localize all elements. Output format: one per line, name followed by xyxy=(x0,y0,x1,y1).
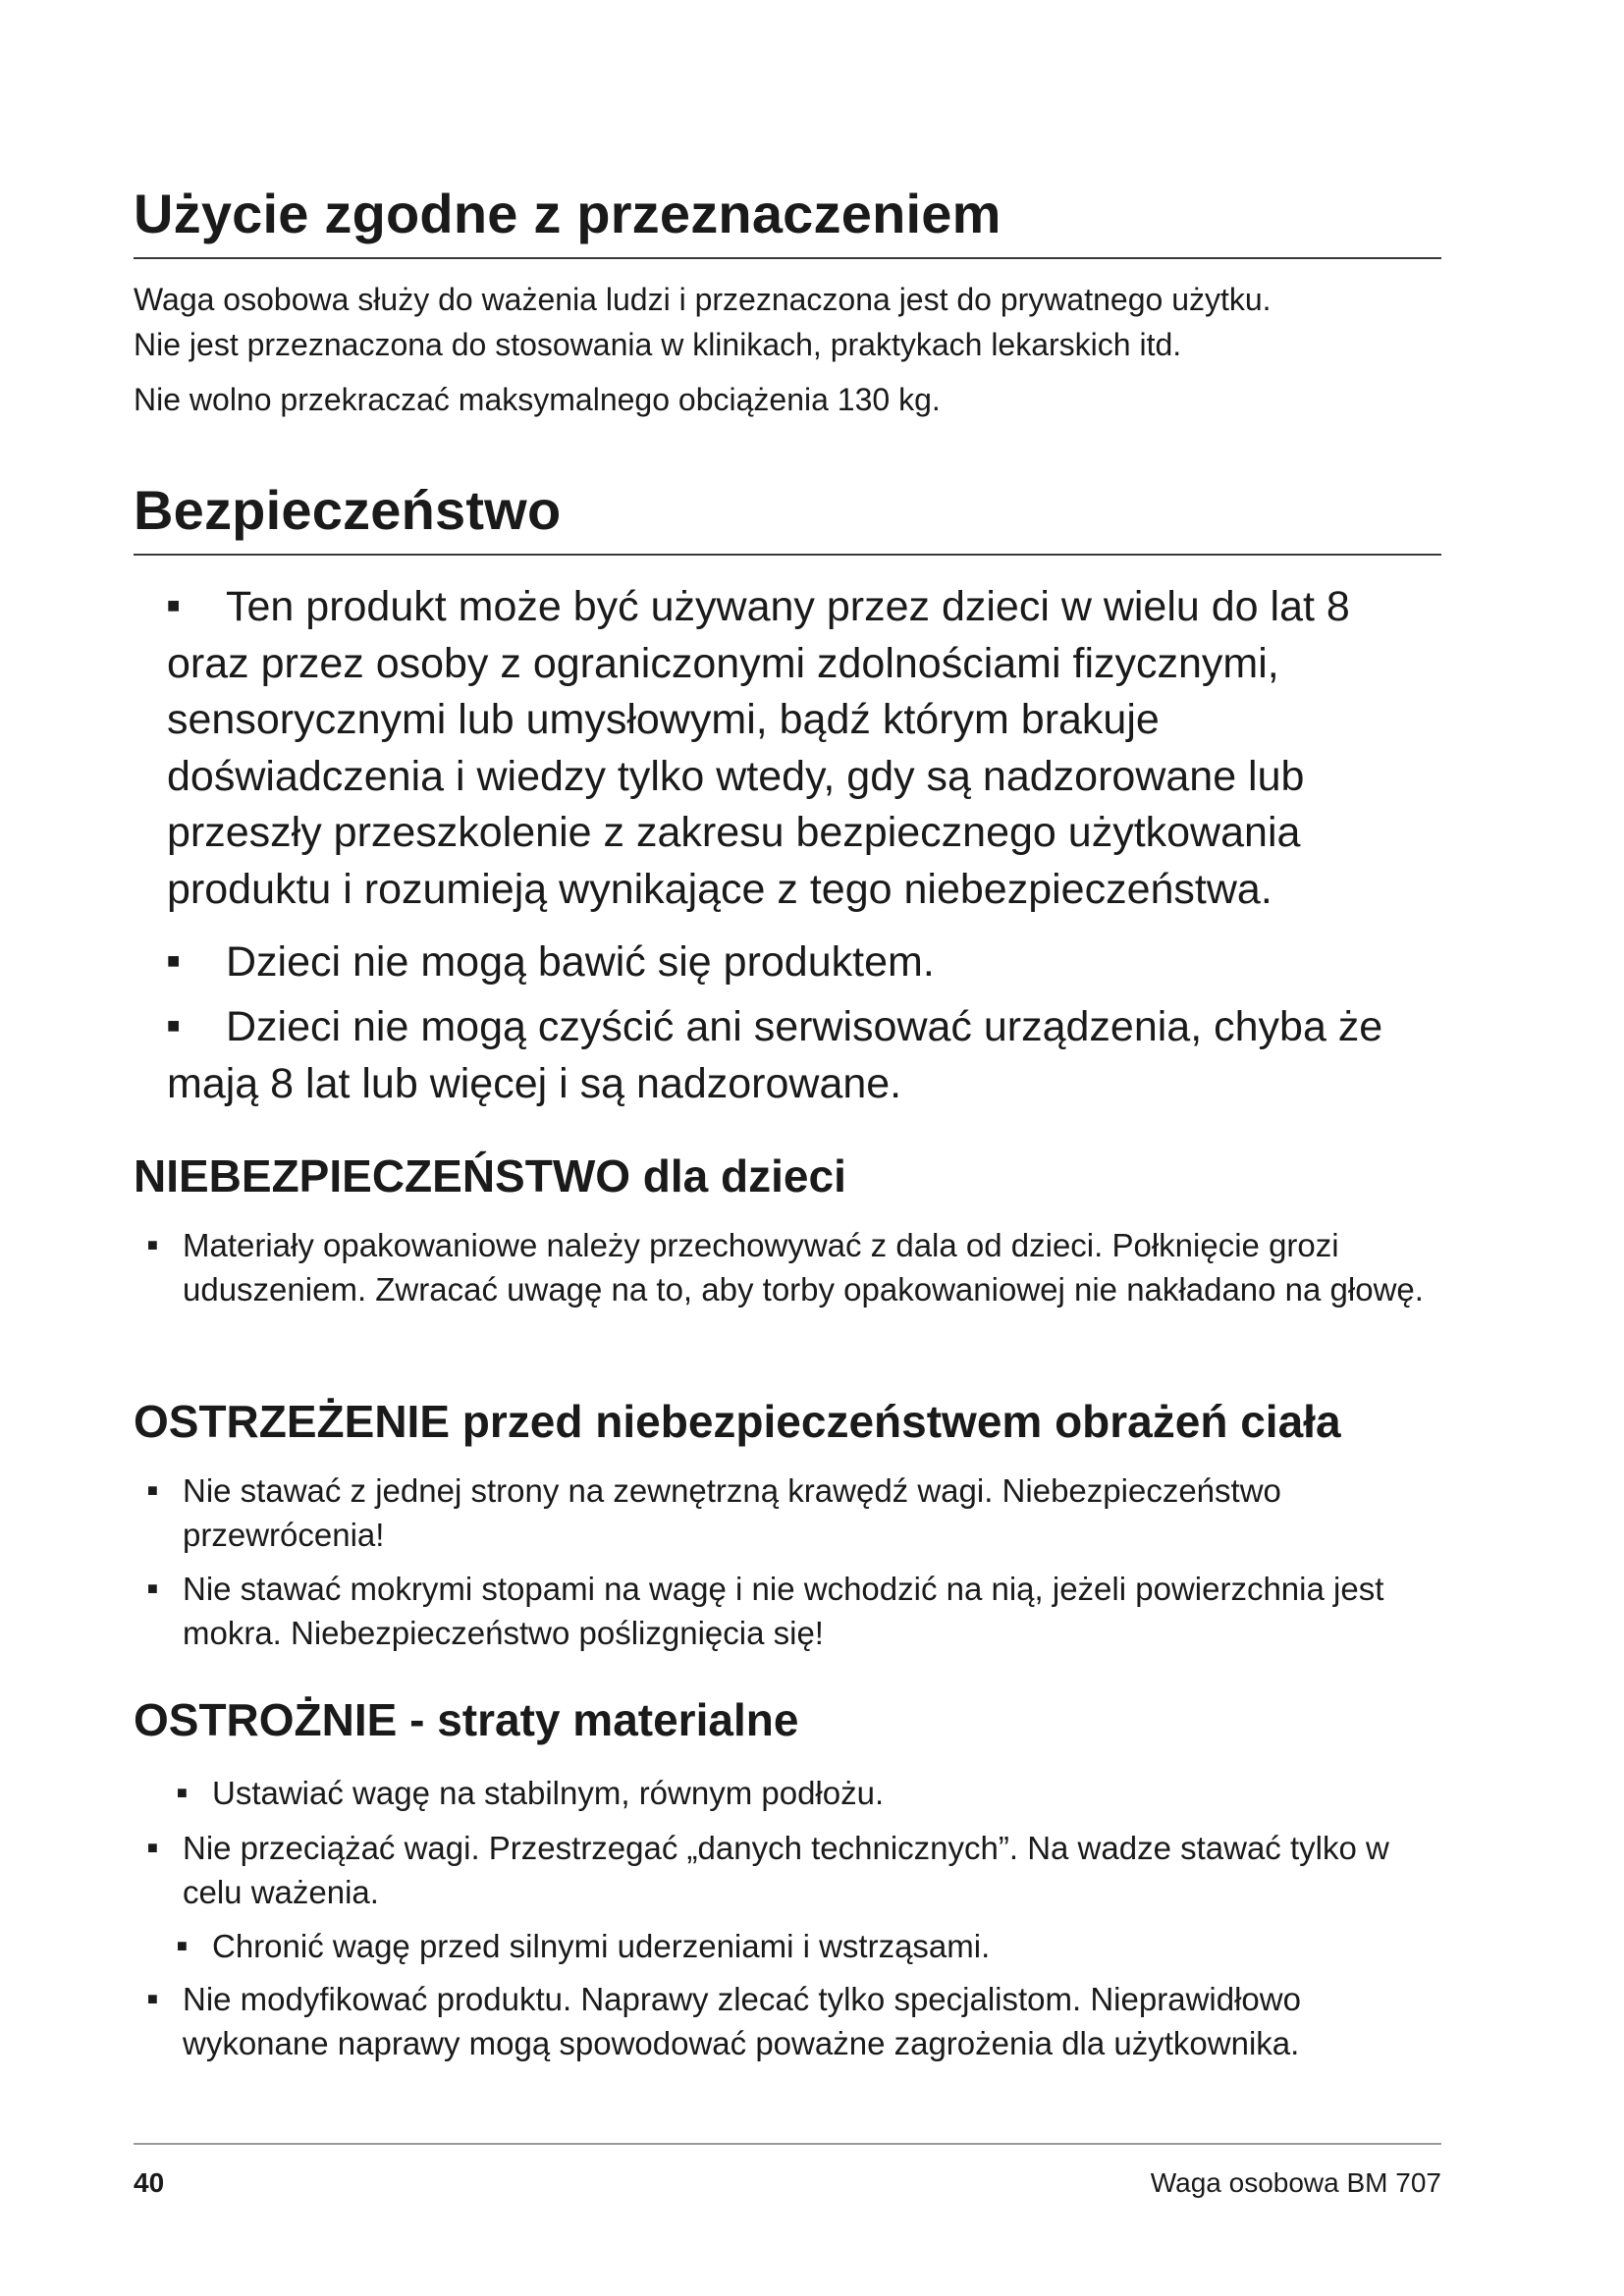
safety-bullet-text: Dzieci nie mogą czyścić ani serwisować urządzenia, chyba że mają 8 lat lub więcej i są nadzorowane. xyxy=(167,1003,1383,1107)
safety-bullet-text: Ten produkt może być używany przez dzieci w wielu do lat 8 oraz przez osoby z ograniczonymi zdolnościami fizycznymi, sensorycznymi lub umysłowymi, bądź którym brakuje doświadczenia i wiedzy tylko wtedy, gdy są nadzorowane lub przeszły przeszkolenie z zakresu bezpiecznego użytkowania produktu i rozumieją wynikające z tego niebezpieczeństwa. xyxy=(167,583,1350,913)
safety-bullet xyxy=(167,933,1443,991)
caution-item xyxy=(177,1771,1439,1815)
danger-item xyxy=(147,1223,1439,1311)
bullet-icon: ■ xyxy=(147,1480,158,1500)
caution-item xyxy=(147,1977,1439,2065)
bullet-icon: ■ xyxy=(147,1578,158,1598)
document-title: Waga osobowa BM 707 xyxy=(1150,2167,1441,2198)
danger-heading: NIEBEZPIECZEŃSTWO dla dzieci xyxy=(134,1150,846,1201)
bullet-icon: ■ xyxy=(147,1838,158,1857)
caution-item-text: Nie przeciążać wagi. Przestrzegać „danych technicznych”. Na wadze stawać tylko w celu ważenia. xyxy=(183,1830,1389,1910)
section-title-safety: Bezpieczeństwo xyxy=(134,479,562,541)
intended-use-line-2: Nie jest przeznaczona do stosowania w klinikach, praktykach lekarskich itd. xyxy=(134,327,1182,362)
warning-item-text: Nie stawać mokrymi stopami na wagę i nie wchodzić na nią, jeżeli powierzchnia jest mokra. Niebezpieczeństwo poślizgnięcia się! xyxy=(183,1571,1384,1651)
caution-item-text: Ustawiać wagę na stabilnym, równym podłożu. xyxy=(212,1775,885,1811)
safety-bullet xyxy=(167,997,1443,1112)
intended-use-line-1: Waga osobowa służy do ważenia ludzi i przeznaczona jest do prywatnego użytku. xyxy=(134,282,1272,317)
safety-bullet-text: Dzieci nie mogą bawić się produktem. xyxy=(226,938,935,986)
bullet-icon: ■ xyxy=(167,948,181,973)
warning-item-text: Nie stawać z jednej strony na zewnętrzną krawędź wagi. Niebezpieczeństwo przewrócenia! xyxy=(183,1472,1281,1553)
caution-item xyxy=(147,1826,1439,1914)
bullet-icon: ■ xyxy=(147,1989,158,2008)
bullet-icon: ■ xyxy=(147,1235,158,1255)
section-divider xyxy=(134,554,1441,556)
caution-item xyxy=(177,1924,1439,1968)
caution-heading: OSTROŻNIE - straty materialne xyxy=(134,1694,799,1745)
bullet-icon: ■ xyxy=(177,1783,188,1802)
max-load-text: Nie wolno przekraczać maksymalnego obciążenia 130 kg. xyxy=(134,382,941,417)
caution-item-text: Nie modyfikować produktu. Naprawy zlecać tylko specjalistom. Nieprawidłowo wykonane naprawy mogą spowodować poważne zagrożenia dla użytkownika. xyxy=(183,1981,1301,2061)
warning-item xyxy=(147,1468,1439,1557)
page-number: 40 xyxy=(134,2167,165,2198)
danger-item-text: Materiały opakowaniowe należy przechowywać z dala od dzieci. Połknięcie grozi uduszeniem. Zwracać uwagę na to, aby torby opakowaniowej nie nakładano na głowę. xyxy=(183,1227,1424,1308)
safety-bullet xyxy=(167,577,1443,918)
intended-use-text xyxy=(134,277,1449,367)
warning-item xyxy=(147,1567,1439,1655)
bullet-icon: ■ xyxy=(167,1013,181,1038)
footer-divider xyxy=(134,2143,1441,2145)
warning-heading: OSTRZEŻENIE przed niebezpieczeństwem obrażeń ciała xyxy=(134,1396,1341,1447)
caution-item-text: Chronić wagę przed silnymi uderzeniami i wstrząsami. xyxy=(212,1928,991,1964)
bullet-icon: ■ xyxy=(167,593,181,617)
bullet-icon: ■ xyxy=(177,1936,188,1955)
section-title-intended-use: Użycie zgodne z przeznaczeniem xyxy=(134,183,1001,244)
section-divider xyxy=(134,257,1441,259)
